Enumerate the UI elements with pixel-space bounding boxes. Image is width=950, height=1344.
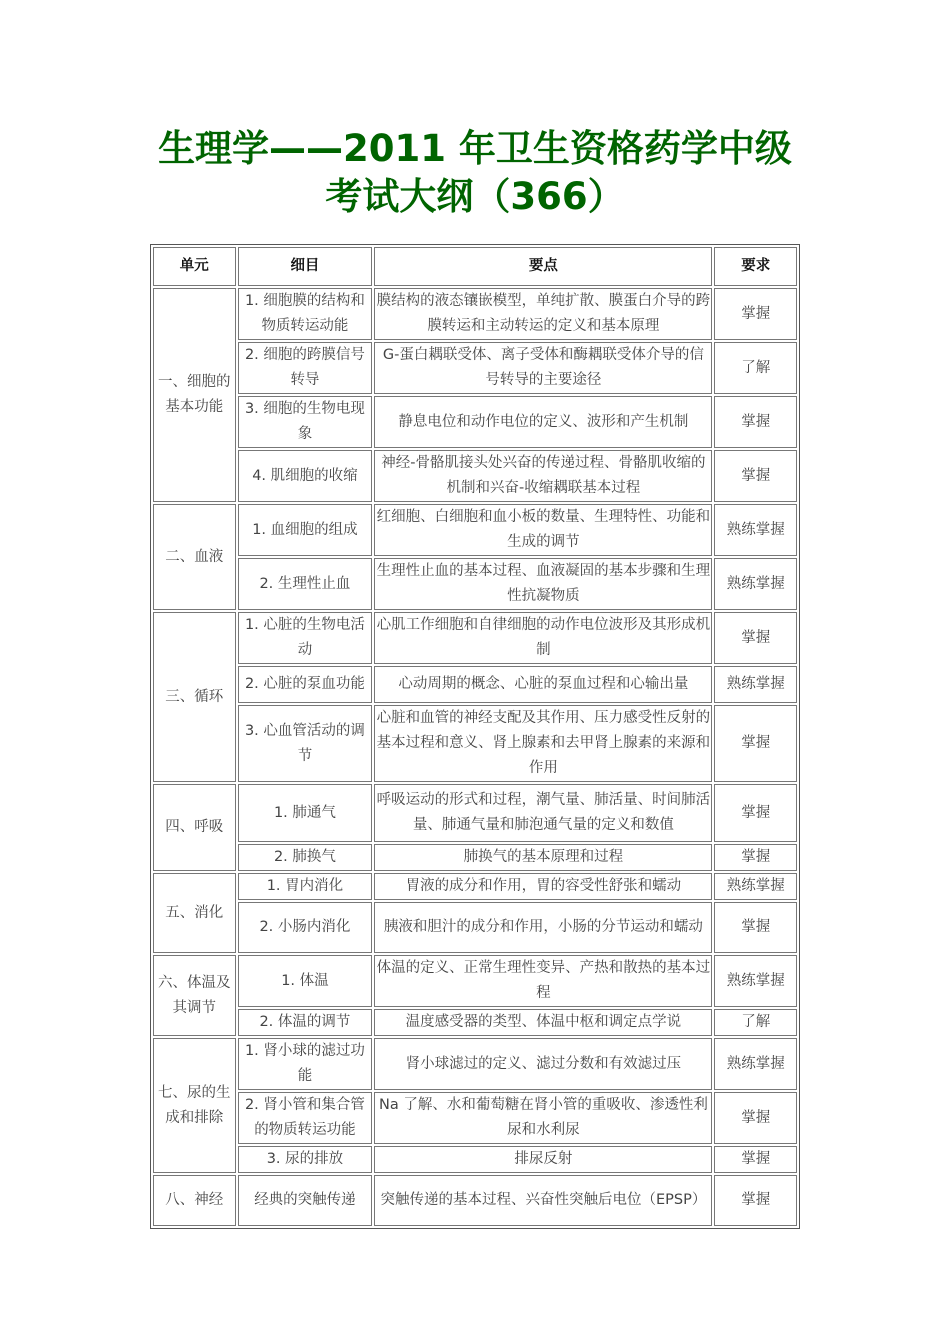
point-cell: 胰液和胆汁的成分和作用，小肠的分节运动和蠕动: [374, 902, 712, 953]
point-cell: 突触传递的基本过程、兴奋性突触后电位（EPSP）: [374, 1175, 712, 1226]
requirement-cell: 熟练掌握: [714, 955, 797, 1007]
item-cell: 2. 体温的调节: [238, 1009, 373, 1036]
table-row: [153, 1146, 797, 1173]
item-cell: 2. 小肠内消化: [238, 902, 373, 953]
unit-cell: 八、神经: [153, 1175, 236, 1226]
requirement-cell: 掌握: [714, 902, 797, 953]
table-row: [153, 873, 797, 900]
document-title: [130, 125, 820, 221]
table-row: [153, 955, 797, 1007]
header-requirement: 要求: [714, 247, 797, 286]
requirement-cell: 掌握: [714, 705, 797, 782]
item-cell: 3. 细胞的生物电现象: [238, 396, 373, 448]
point-cell: 体温的定义、正常生理性变异、产热和散热的基本过程: [374, 955, 712, 1007]
table-row: [153, 342, 797, 394]
item-cell: 1. 细胞膜的结构和物质转运动能: [238, 288, 373, 340]
header-point: 要点: [374, 247, 712, 286]
requirement-cell: 掌握: [714, 1175, 797, 1226]
item-cell: 4. 肌细胞的收缩: [238, 450, 373, 502]
title-line-1: 生理学——2011 年卫生资格药学中级: [158, 127, 792, 170]
requirement-cell: 熟练掌握: [714, 504, 797, 556]
point-cell: 肺换气的基本原理和过程: [374, 844, 712, 871]
header-row: [153, 247, 797, 286]
item-cell: 2. 生理性止血: [238, 558, 373, 610]
item-cell: 1. 胃内消化: [238, 873, 373, 900]
requirement-cell: 掌握: [714, 844, 797, 871]
item-cell: 3. 尿的排放: [238, 1146, 373, 1173]
requirement-cell: 熟练掌握: [714, 873, 797, 900]
requirement-cell: 掌握: [714, 1146, 797, 1173]
table-row: [153, 612, 797, 664]
item-cell: 2. 心脏的泵血功能: [238, 666, 373, 703]
point-cell: 红细胞、白细胞和血小板的数量、生理特性、功能和生成的调节: [374, 504, 712, 556]
item-cell: 1. 肾小球的滤过功能: [238, 1038, 373, 1090]
item-cell: 3. 心血管活动的调节: [238, 705, 373, 782]
requirement-cell: 掌握: [714, 288, 797, 340]
table-row: [153, 1038, 797, 1090]
item-cell: 1. 血细胞的组成: [238, 504, 373, 556]
requirement-cell: 掌握: [714, 784, 797, 842]
requirement-cell: 了解: [714, 342, 797, 394]
table-row: [153, 450, 797, 502]
point-cell: 神经-骨骼肌接头处兴奋的传递过程、骨骼肌收缩的机制和兴奋-收缩耦联基本过程: [374, 450, 712, 502]
table-row: [153, 504, 797, 556]
requirement-cell: 掌握: [714, 612, 797, 664]
syllabus-table: [150, 244, 800, 1229]
unit-cell: 一、细胞的基本功能: [153, 288, 236, 502]
item-cell: 1. 肺通气: [238, 784, 373, 842]
point-cell: 心肌工作细胞和自律细胞的动作电位波形及其形成机制: [374, 612, 712, 664]
unit-cell: 七、尿的生成和排除: [153, 1038, 236, 1173]
table-row: [153, 1175, 797, 1226]
point-cell: G-蛋白耦联受体、离子受体和酶耦联受体介导的信号转导的主要途径: [374, 342, 712, 394]
unit-cell: 三、循环: [153, 612, 236, 782]
point-cell: 膜结构的液态镶嵌模型，单纯扩散、膜蛋白介导的跨膜转运和主动转运的定义和基本原理: [374, 288, 712, 340]
requirement-cell: 掌握: [714, 396, 797, 448]
point-cell: 排尿反射: [374, 1146, 712, 1173]
table-row: [153, 396, 797, 448]
item-cell: 2. 肺换气: [238, 844, 373, 871]
table-row: [153, 844, 797, 871]
requirement-cell: 掌握: [714, 450, 797, 502]
item-cell: 1. 体温: [238, 955, 373, 1007]
item-cell: 经典的突触传递: [238, 1175, 373, 1226]
unit-cell: 五、消化: [153, 873, 236, 953]
header-unit: 单元: [153, 247, 236, 286]
requirement-cell: 掌握: [714, 1092, 797, 1144]
item-cell: 2. 肾小管和集合管的物质转运功能: [238, 1092, 373, 1144]
header-item: 细目: [238, 247, 373, 286]
point-cell: 静息电位和动作电位的定义、波形和产生机制: [374, 396, 712, 448]
point-cell: Na 了解、水和葡萄糖在肾小管的重吸收、渗透性利尿和水利尿: [374, 1092, 712, 1144]
table-row: [153, 1009, 797, 1036]
table-row: [153, 666, 797, 703]
point-cell: 心脏和血管的神经支配及其作用、压力感受性反射的基本过程和意义、肾上腺素和去甲肾上腺素的来源和作用: [374, 705, 712, 782]
unit-cell: 二、血液: [153, 504, 236, 610]
point-cell: 温度感受器的类型、体温中枢和调定点学说: [374, 1009, 712, 1036]
item-cell: 1. 心脏的生物电活动: [238, 612, 373, 664]
table-row: [153, 784, 797, 842]
point-cell: 呼吸运动的形式和过程，潮气量、肺活量、时间肺活量、肺通气量和肺泡通气量的定义和数值: [374, 784, 712, 842]
point-cell: 生理性止血的基本过程、血液凝固的基本步骤和生理性抗凝物质: [374, 558, 712, 610]
requirement-cell: 熟练掌握: [714, 666, 797, 703]
unit-cell: 六、体温及其调节: [153, 955, 236, 1036]
table-row: [153, 1092, 797, 1144]
point-cell: 肾小球滤过的定义、滤过分数和有效滤过压: [374, 1038, 712, 1090]
table-row: [153, 705, 797, 782]
requirement-cell: 熟练掌握: [714, 558, 797, 610]
point-cell: 胃液的成分和作用，胃的容受性舒张和蠕动: [374, 873, 712, 900]
requirement-cell: 熟练掌握: [714, 1038, 797, 1090]
unit-cell: 四、呼吸: [153, 784, 236, 871]
table-row: [153, 558, 797, 610]
table-row: [153, 288, 797, 340]
point-cell: 心动周期的概念、心脏的泵血过程和心输出量: [374, 666, 712, 703]
title-line-2: 考试大纲（366）: [325, 175, 625, 218]
requirement-cell: 了解: [714, 1009, 797, 1036]
table-row: [153, 902, 797, 953]
item-cell: 2. 细胞的跨膜信号转导: [238, 342, 373, 394]
